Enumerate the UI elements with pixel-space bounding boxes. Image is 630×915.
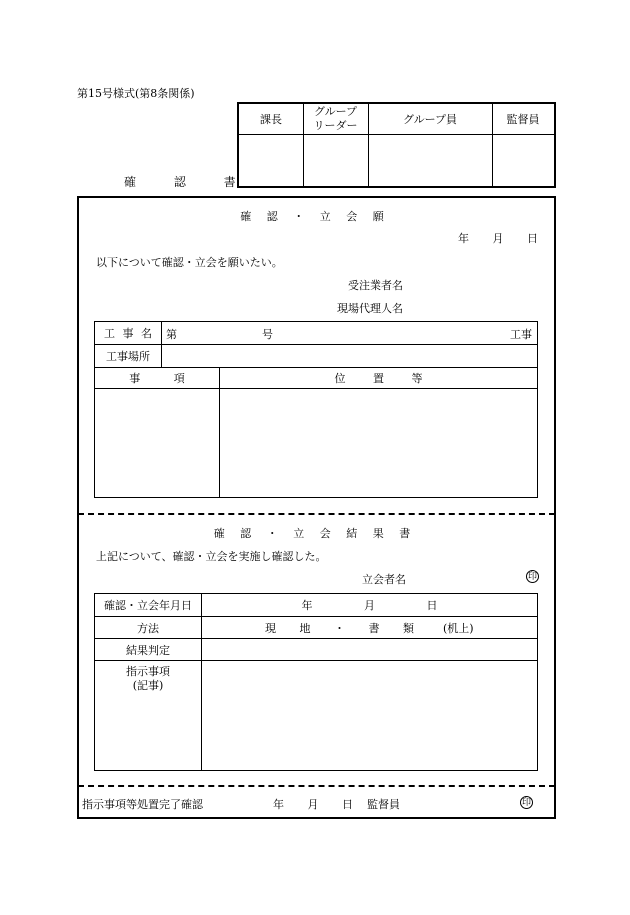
item-header: 事 項 xyxy=(129,372,185,385)
form-number: 第15号様式(第8条関係) xyxy=(77,87,195,100)
result-title: 確 認 ・ 立 会 結 果 書 xyxy=(213,527,417,540)
method-note: (机上) xyxy=(443,622,474,635)
witness-name-label: 立会者名 xyxy=(362,573,406,586)
confirm-date-label: 確認・立会年月日 xyxy=(104,599,192,612)
approval-stamp-cell[interactable] xyxy=(369,135,492,186)
judgement-label: 結果判定 xyxy=(126,643,170,657)
item-field[interactable] xyxy=(95,389,219,497)
judgement-field[interactable] xyxy=(202,639,537,660)
supervisor-seal-mark: 印 xyxy=(521,798,531,808)
work-place-label: 工事場所 xyxy=(106,350,150,363)
method-label: 方法 xyxy=(137,621,159,635)
approval-header-section-chief: 課長 xyxy=(260,113,282,126)
result-table xyxy=(94,593,538,771)
instruction-label: 指示事項 (記事) xyxy=(126,665,170,692)
site-agent-name-label: 現場代理人名 xyxy=(337,302,403,315)
request-table xyxy=(94,321,538,498)
cut-line xyxy=(78,513,555,515)
work-place-field[interactable] xyxy=(162,345,537,367)
cut-line xyxy=(78,785,555,787)
approval-header-group-leader: グループ リーダー xyxy=(313,105,358,132)
completion-date: 年 月 日 xyxy=(273,798,353,811)
witness-seal-mark: 印 xyxy=(527,572,537,582)
approval-header-group-member: グループ員 xyxy=(402,113,458,126)
contractor-name-label: 受注業者名 xyxy=(348,279,403,292)
work-name-label: 工 事 名 xyxy=(104,327,152,340)
work-number-suffix: 工事 xyxy=(510,328,532,341)
request-title: 確 認 ・ 立 会 願 xyxy=(240,210,390,223)
completion-check-label: 指示事項等処置完了確認 xyxy=(82,798,203,811)
confirm-date-value[interactable]: 年 月 日 xyxy=(301,599,438,612)
approval-header-supervisor: 監督員 xyxy=(506,113,540,126)
work-number-mid: 号 xyxy=(262,328,273,341)
position-header: 位 置 等 xyxy=(334,372,423,385)
document-title: 確 認 書 xyxy=(124,175,246,189)
request-date: 年 月 日 xyxy=(458,232,538,245)
request-intro: 以下について確認・立会を願いたい。 xyxy=(96,256,283,269)
completion-supervisor-label: 監督員 xyxy=(367,798,400,811)
position-field[interactable] xyxy=(220,389,537,497)
work-name-field[interactable] xyxy=(162,322,537,344)
approval-table xyxy=(237,102,556,188)
method-value[interactable]: 現 地 ・ 書 類 xyxy=(265,622,414,635)
approval-stamp-cell[interactable] xyxy=(493,135,554,186)
approval-stamp-cell[interactable] xyxy=(239,135,303,186)
approval-stamp-cell[interactable] xyxy=(304,135,368,186)
result-intro: 上記について、確認・立会を実施し確認した。 xyxy=(96,550,327,563)
work-number-prefix: 第 xyxy=(166,328,177,341)
instruction-field[interactable] xyxy=(202,661,537,770)
